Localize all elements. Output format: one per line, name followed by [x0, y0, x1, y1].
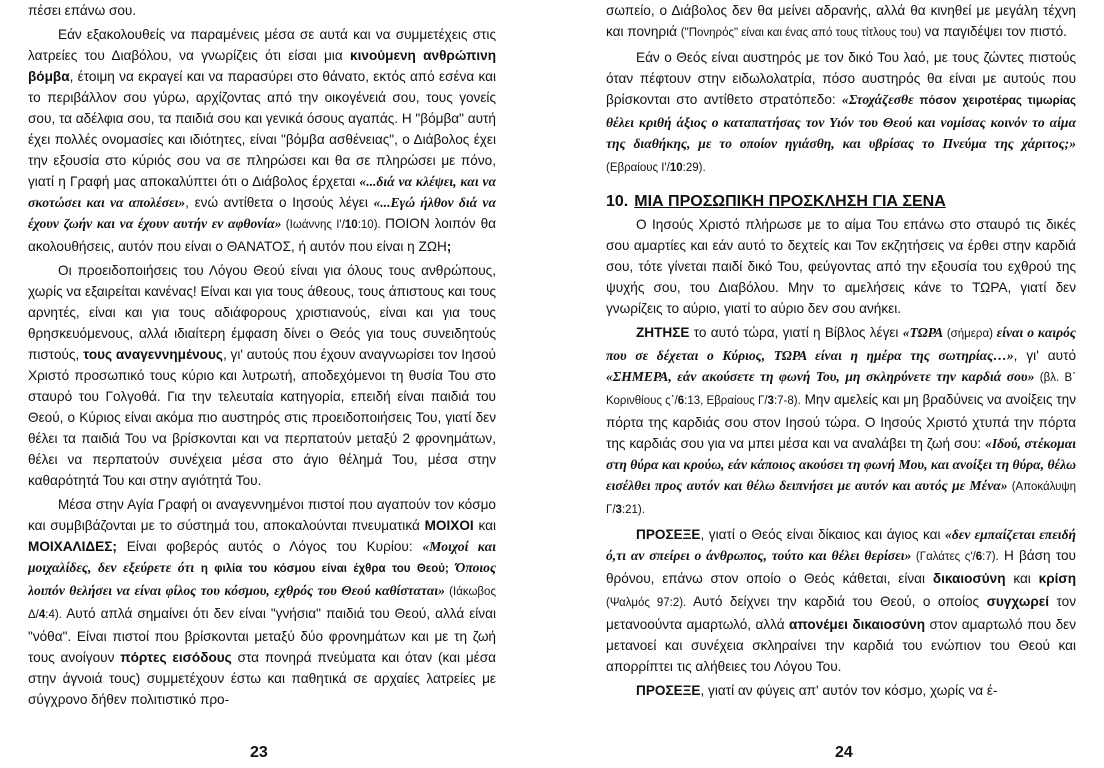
reference-chapter: 3	[767, 395, 774, 407]
bold-text: ΜΟΙΧΑΛΙΔΕΣ;	[28, 539, 117, 554]
section-heading	[606, 191, 1076, 212]
reference: (βλ. Β΄ Κορινθίους ς΄/	[606, 372, 1076, 407]
scripture-quote: «Μοιχοί και μοιχαλίδες, δεν εξεύρετε ότι	[28, 539, 496, 575]
aside-note: ("Πονηρός" είναι και ένας από τους τίτλους του)	[680, 27, 921, 39]
reference-chapter: 10	[344, 219, 358, 231]
text-run: Μην αμελείς και μη βραδύνεις να ανοίξεις την πόρτα της καρδιάς σου στον Ιησού τώρα. Ο Ιησούς Χριστό χτυπά την πόρτα της καρδιάς σου για να μπει μέσα και να αναλάβει τη ζωή σου:	[606, 392, 1076, 451]
text-run: , γι' αυτό	[1013, 348, 1076, 363]
reference: (Ιωάννης Ι'/	[281, 219, 345, 231]
scripture-quote-bold: πόσον χειροτέρας τιμωρίας	[919, 95, 1076, 107]
reference-chapter: 4	[38, 609, 46, 621]
text-run: Η βάση του θρόνου, επάνω στον οποίο ο Θεός κάθεται, είναι	[606, 548, 1076, 586]
text-run: , γιατί αν φύγεις απ' αυτόν τον κόσμο, χωρίς να έ-	[700, 683, 998, 698]
text-run: Αυτό δείχνει την καρδιά του Θεού, ο οποίος	[686, 594, 987, 609]
reference-chapter: 6	[975, 551, 983, 563]
scripture-quote: είναι ο καιρός που σε δέχεται ο Κύριος, ΤΩΡΑ είναι η ημέρα της σωτηρίας…»	[606, 325, 1076, 363]
left-page	[28, 0, 496, 768]
bold-text: ΖΗΤΗΣΕ	[636, 325, 690, 340]
scripture-quote: θέλει κριθή άξιος ο καταπατήσας τον Υιόν του Θεού και νομίσας κοινόν το αίμα της διαθήκης, με το οποίον ηγιάσθη, και υβρίσας το Πνεύμα της χάριτος;»	[606, 115, 1076, 151]
text-run: στα πονηρά πνεύματα και όταν (και μέσα στην άγνοιά τους) συμμετέχουν έστω και παθητικά σε αρχαίες λατρείες με σύγχρονο δήθεν πολιτιστικό προ-	[28, 650, 496, 707]
paragraph	[606, 0, 1076, 44]
bold-text: κινούμενη ανθρώπινη βόμβα	[28, 48, 496, 84]
reference: :4).	[45, 609, 62, 621]
reference: (Εβραίους Ι'/	[606, 162, 670, 174]
scripture-quote: «Στοχάζεσθε	[841, 92, 920, 107]
reference-chapter: 3	[615, 504, 622, 516]
bold-text: απονέμει δικαιοσύνη	[789, 617, 926, 632]
bold-text: ΠΡΟΣΕΞΕ	[636, 527, 701, 542]
bold-text: ;	[446, 239, 452, 254]
reference: (Ψαλμός 97:2).	[606, 597, 687, 609]
reference: (Ιάκωβος Δ/	[28, 586, 496, 621]
reference-chapter: 10	[669, 162, 683, 174]
scripture-quote: «ΣΗΜΕΡΑ, εάν ακούσετε τη φωνή Του, μη σκληρύνετε την καρδιά σου»	[606, 369, 1035, 384]
text-run: Είναι φοβερός αυτός ο Λόγος του Κυρίου:	[116, 539, 423, 554]
scripture-quote: Όποιος λοιπόν θελήσει να είναι φίλος του κόσμου, εχθρός του Θεού καθίσταται»	[28, 560, 496, 598]
paragraph	[606, 47, 1076, 179]
text-run: τον μετανοούντα αμαρτωλό, αλλά	[606, 594, 1076, 632]
text-run: Εάν ο Θεός είναι αυστηρός με τον δικό Του λαό, με τους ζώντες πιστούς όταν πέφτουν στην ειδωλολατρία, πόσο αυστηρός θα είναι με αυτούς που βρίσκονται στο αντίθετο στρατόπεδο:	[606, 50, 1076, 107]
reference-chapter: 6	[677, 395, 685, 407]
aside-note: (σήμερα)	[943, 328, 997, 340]
bold-text: συγχωρεί	[986, 594, 1049, 609]
text-run: Οι προειδοποιήσεις του Λόγου Θεού είναι για όλους τους ανθρώπους, χωρίς να εξαιρείται κανένας! Είναι και για τους άθεους, τους άπιστους και τους αρνητές, είναι και για τους αδιάφορους χριστιανούς, είναι και για τους θρησκευόμενους, αλλά ιδιαίτερη έμφαση δίνει ο Θεός για τους συνειδητούς πιστούς,	[28, 263, 496, 362]
bold-text: κρίση	[1038, 571, 1076, 586]
line-continuation: πέσει επάνω σου.	[28, 3, 137, 18]
scripture-quote-bold: η φιλία του κόσμου είναι έχθρα του Θεού;	[200, 563, 449, 575]
paragraph	[28, 494, 496, 710]
paragraph	[28, 260, 496, 491]
text-run: Αυτό απλά σημαίνει ότι δεν είναι "γνήσια" παιδιά του Θεού, αλλά είναι "νόθα". Είναι πιστοί που βρίσκονται μεταξύ δύο φρονημάτων και με τη ζωή τους ανοίγουν	[28, 606, 496, 665]
text-run: , γιατί ο Θεός είναι δίκαιος και άγιος και	[700, 527, 946, 542]
text-run: να παγιδέψει τον πιστό.	[920, 24, 1067, 39]
text-run: σωπείο, ο Διάβολος δεν θα μείνει αδρανής, αλλά θα κινηθεί με μεγάλη τέχνη και πονηριά	[606, 3, 1076, 39]
text-run: , ενώ αντίθετα ο Ιησούς λέγει	[185, 195, 374, 210]
reference: :21).	[621, 504, 645, 516]
scripture-quote: «δεν εμπαίζεται επειδή ό,τι αν σπείρει ο άνθρωπος, τούτο και θέλει θερίσει»	[606, 527, 1076, 563]
bold-text: ΠΡΟΣΕΞΕ	[636, 683, 701, 698]
text-run: στον αμαρτωλό που δεν μετανοεί και συνέχεια σκληραίνει την καρδιά του ενώπιον του Θεού και απορρίπτει τις αλήθειες του Λόγου Του.	[606, 617, 1076, 674]
scripture-quote: «Ιδού, στέκομαι στη θύρα και κρούω, εάν κάποιος ακούσει τη φωνή Μου, και ανοίξει τη θύρα, θέλω εισέλθει προς αυτόν και θέλω δειπνήσει με αυτόν και αυτός με Μένα»	[606, 436, 1076, 493]
text-run: και	[1005, 571, 1039, 586]
paragraph	[28, 24, 496, 257]
text-run: Εάν εξακολουθείς να παραμένεις μέσα σε αυτά και να συμμετέχεις στις λατρείες του Διαβόλου, να γνωρίζεις ότι είσαι μια	[28, 27, 496, 63]
text-run: Μέσα στην Αγία Γραφή οι αναγεννημένοι πιστοί που αγαπούν τον κόσμο και συμβιβάζονται με το σύστημά του, αποκαλούνται πνευματικά	[28, 497, 496, 533]
paragraph	[606, 524, 1076, 677]
paragraph	[606, 322, 1076, 521]
text-run: , γι' αυτούς που έχουν αναγνωρίσει τον Ιησού Χριστό προσωπικό τους κύριο και λυτρωτή, αποδεχόμενοι τη θυσία Του στο σταυρό του Γολγοθά. Για την τελευταία κατηγορία, επειδή είναι παιδιά του Θεού, ο Κύριος είναι ακόμα πιο αυστηρός στις προειδοποιήσεις Του, γιατί δεν θέλει τα παιδιά Του να βρίσκονται και να περπατούν μεταξύ 2 φρονημάτων, θέλει να περπατούν συνέχεια μέσα στο άγιο θέλημά Του, μέσα στην καθαρότητά Του και στην αγιότητά Του.	[28, 347, 496, 488]
section-number: 10.	[606, 193, 629, 210]
right-page	[606, 0, 1076, 768]
paragraph	[606, 680, 1076, 701]
scripture-quote: «ΤΩΡΑ	[902, 325, 944, 340]
section-title: ΜΙΑ ΠΡΟΣΩΠΙΚΗ ΠΡΟΣΚΛΗΣΗ ΓΙΑ ΣΕΝΑ	[634, 193, 946, 210]
bold-text: δικαιοσύνη	[932, 571, 1006, 586]
scripture-quote: «...Εγώ ήλθον διά να έχουν ζωήν και να έχουν αυτήν εν αφθονία»	[28, 195, 496, 231]
reference: :10).	[357, 219, 386, 231]
text-run: το αυτό τώρα, γιατί η Βίβλος λέγει	[689, 325, 903, 340]
reference: :13, Εβραίους Γ/	[684, 395, 768, 407]
reference: :7-8).	[773, 395, 801, 407]
bold-text: πόρτες εισόδους	[120, 650, 232, 665]
bold-text: τους αναγεννημένους	[83, 347, 223, 362]
text-run: , έτοιμη να εκραγεί και να παρασύρει στο θάνατο, εκτός από εσένα και το περιβάλλον σου γύρω, αρχίζοντας από την οικογένειά σου, τους γονείς σου, τα αδέλφια σου, τα παιδιά σου και γενικά όσους αγαπάς. Η "βόμβα" αυτή έχει πολλές ονομασίες και ιδιότητες, είναι "βόμβα ασθένειας", ο Διάβολος έχει την εξουσία στο κύριός σου να σε πληρώσει και θα σε πληρώσει με πόνο, γιατί η Γραφή μας αποκαλύπτει ότι ο Διάβολος έρχεται	[28, 69, 496, 189]
scripture-quote: «...διά να κλέψει, και να σκοτώσει και να απολέσει»	[28, 174, 496, 210]
bold-text: ΜΟΙΧΟΙ	[424, 518, 474, 533]
reference: (Γαλάτες ς'/	[911, 551, 976, 563]
text-run: ΠΟΙΟΝ λοιπόν θα ακολουθήσεις, αυτόν που είναι ο ΘΑΝΑΤΟΣ, ή αυτόν που είναι η ΖΩΗ	[28, 216, 496, 254]
reference: :29).	[682, 162, 706, 174]
page-number: 24	[835, 744, 853, 761]
text-run: και	[473, 518, 496, 533]
reference: :7).	[982, 551, 999, 563]
reference: (Αποκάλυψη Γ/	[606, 481, 1076, 516]
page-number: 23	[250, 744, 268, 761]
paragraph: Ο Ιησούς Χριστό πλήρωσε με το αίμα Του επάνω στο σταυρό τις δικές σου αμαρτίες και εάν αυτό το δεχτείς και Τον εκζητήσεις να έρθει στην καρδιά σου, τότε γίνεται παιδί δικό Του, φεύγοντας από την εξουσία του εχθρού της ψυχής σου, του Διαβόλου. Μην το αμελήσεις κάνε το ΤΩΡΑ, γιατί δεν γνωρίζεις το αύριο, γιατί το αύριο δεν σου ανήκει.	[606, 217, 1076, 316]
